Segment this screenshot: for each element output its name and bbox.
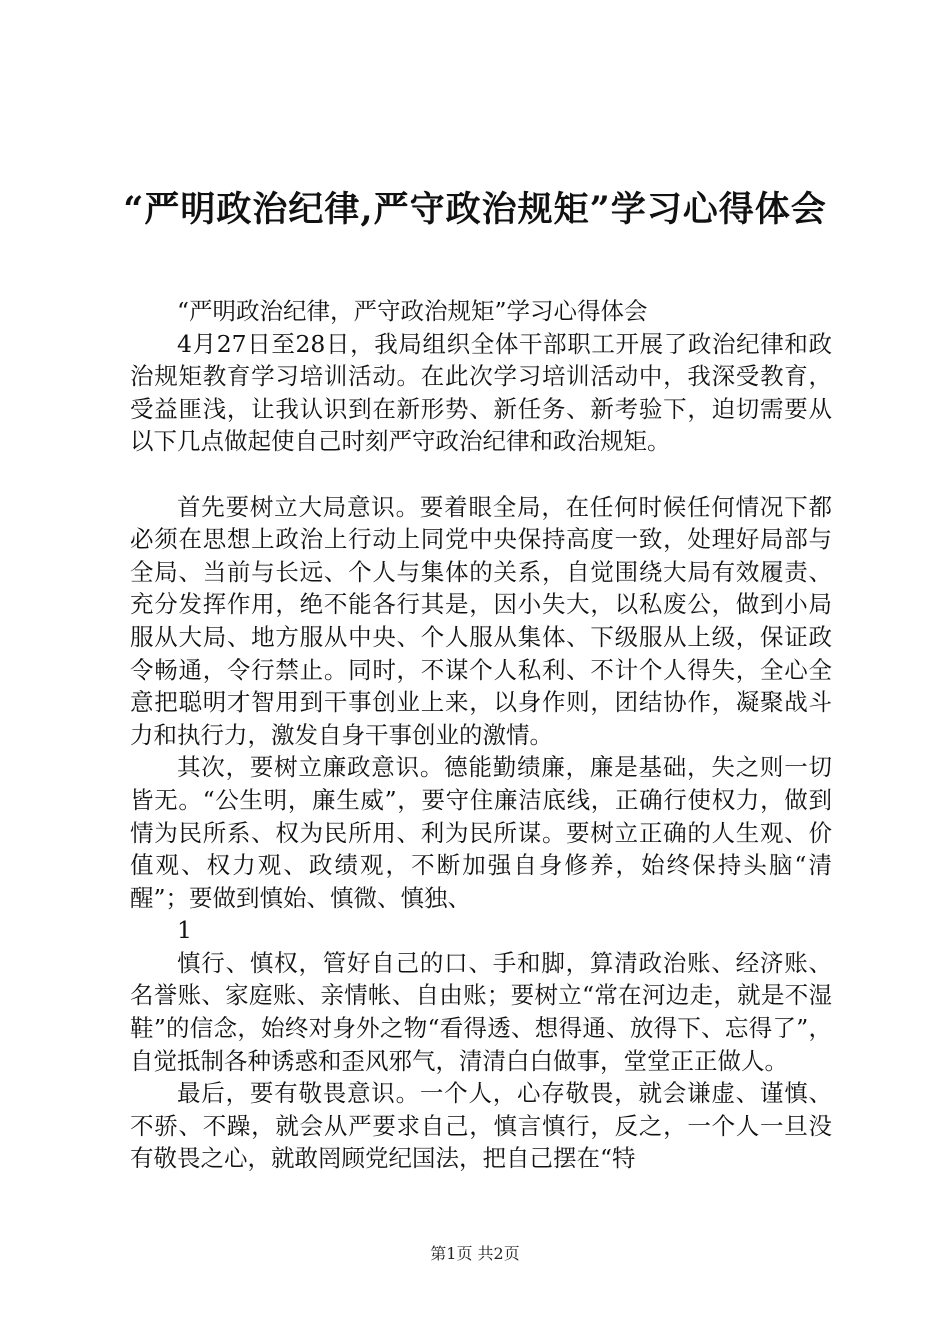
subtitle-paragraph: “严明政治纪律，严守政治规矩”学习心得体会 [177,297,648,325]
intro-paragraph: 4月27日至28日，我局组织全体干部职工开展了政治纪律和政治规矩教育学习培训活动。在此次学习培训活动中，我深受教育，受益匪浅，让我认识到在新形势、新任务、新考验下，迫切需要从以下几点做起使自己时刻严守政治纪律和政治规矩。 [130,329,832,456]
document-title: “严明政治纪律,严守政治规矩”学习心得体会 [123,189,827,230]
page-footer: 第1页 共2页 [430,1244,520,1263]
body-paragraph-continued: 慎行、慎权，管好自己的口、手和脚，算清政治账、经济账、名誉账、家庭账、亲情帐、自由账；要树立“常在河边走，就是不湿鞋”的信念，始终对身外之物“看得透、想得通、放得下、忘得了”，自觉抵制各种诱惑和歪风邪气，清清白白做事，堂堂正正做人。 [130,948,832,1075]
body-paragraph-last: 最后，要有敬畏意识。一个人，心存敬畏，就会谦虚、谨慎、不骄、不躁，就会从严要求自己，慎言慎行，反之，一个人一旦没有敬畏之心，就敢罔顾党纪国法，把自己摆在“特 [130,1079,832,1173]
page-number-marker: 1 [177,916,192,945]
document-body [130,295,832,1175]
body-paragraph-second: 其次，要树立廉政意识。德能勤绩廉，廉是基础，失之则一切皆无。“公生明，廉生威”，要守住廉洁底线，正确行使权力，做到情为民所系、权为民所用、利为民所谋。要树立正确的人生观、价值观、权力观、政绩观，不断加强自身修养，始终保持头脑“清醒”；要做到慎始、慎微、慎独、 [130,753,832,912]
body-paragraph-first: 首先要树立大局意识。要着眼全局，在任何时候任何情况下都必须在思想上政治上行动上同党中央保持高度一致，处理好局部与全局、当前与长远、个人与集体的关系，自觉围绕大局有效履责、充分发挥作用，绝不能各行其是，因小失大，以私废公，做到小局服从大局、地方服从中央、个人服从集体、下级服从上级，保证政令畅通，令行禁止。同时，不谋个人私利、不计个人得失，全心全意把聪明才智用到干事创业上来，以身作则，团结协作，凝聚战斗力和执行力，激发自身干事创业的激情。 [130,492,832,749]
